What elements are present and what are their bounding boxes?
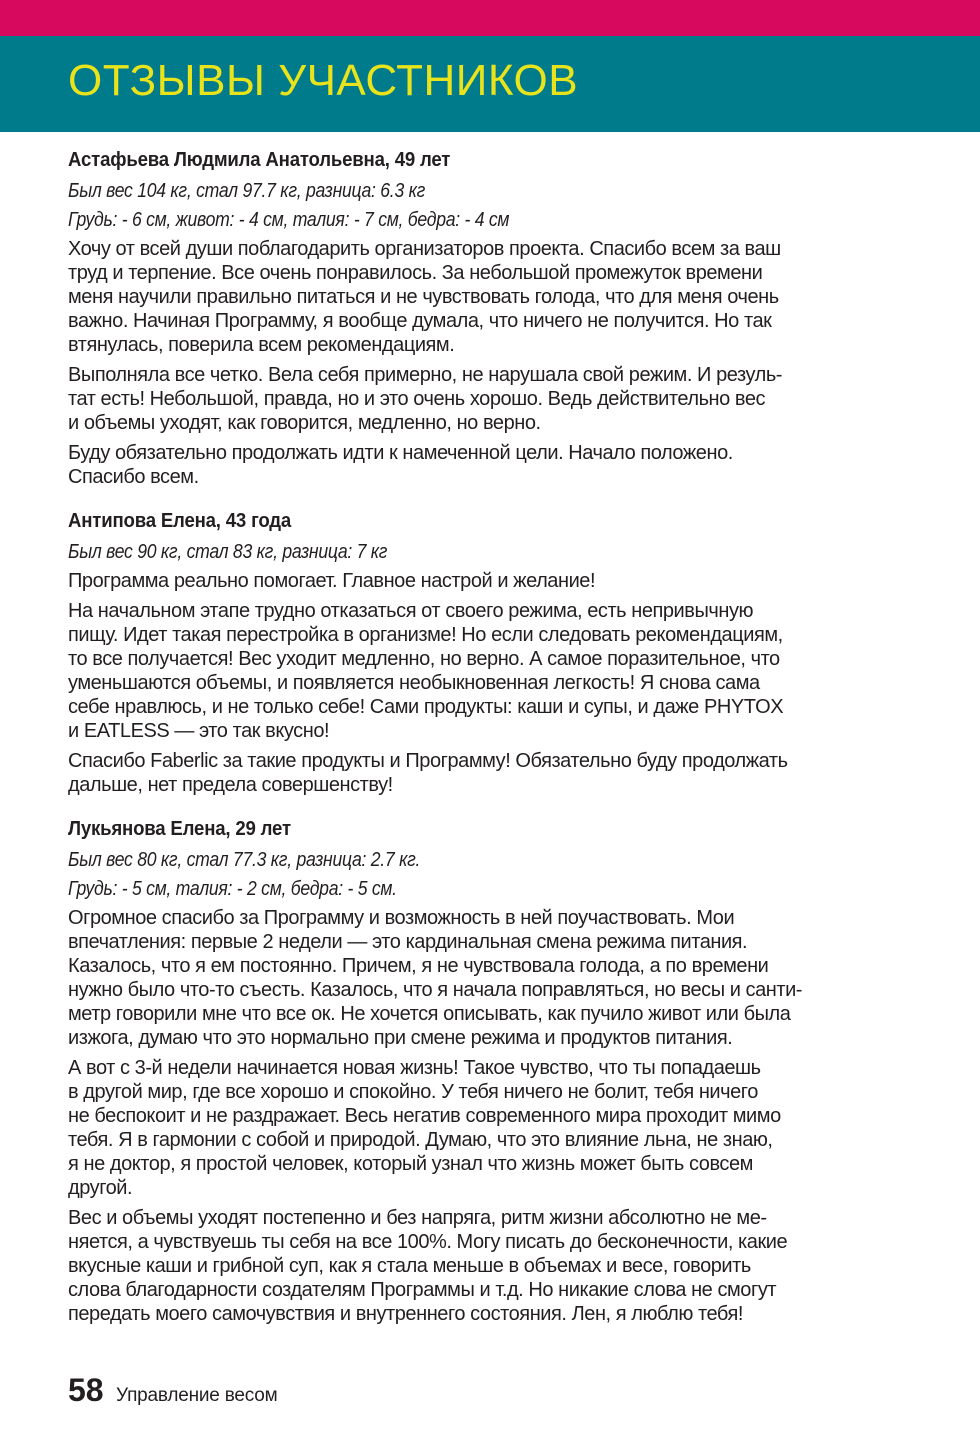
reviews-list	[68, 148, 920, 1346]
review-paragraph: Вес и объемы уходят постепенно и без напряга, ритм жизни абсолютно не ме- няется, а чувствуешь ты себя на все 100%. Могу писать до бесконечности, какие вкусные каши и грибной суп, как я стала меньше в объемах и весе, говорить слова благодарности создателям Программы и т.д. Но никакие слова не смогут передать моего самочувствия и внутреннего состояния. Лен, я люблю тебя!	[68, 1207, 788, 1325]
review-paragraph: На начальном этапе трудно отказаться от своего режима, есть непривычную пищу. Идет такая перестройка в организме! Но если следовать рекомендациям, то все получается! Вес уходит медленно, но верно. А самое поразительное, что уменьшаются объемы, и появляется необыкновенная легкость! Я снова сама себе нравлюсь, и не только себе! Сами продукты: каши и супы, и даже PHYTOX и EATLESS — это так вкусно!	[68, 600, 784, 742]
review-astafieva	[68, 148, 920, 489]
review-paragraph: Хочу от всей души поблагодарить организаторов проекта. Спасибо всем за ваш труд и терпение. Все очень понравилось. За небольшой промежуток времени меня научили правильно питаться и не чувствовать голода, что для меня очень важно. Начиная Программу, я вообще думала, что ничего не получится. Но так втянулась, поверила всем рекомендациям.	[68, 238, 781, 356]
review-antipova	[68, 509, 920, 797]
measurements-result: Грудь: - 6 см, живот: - 4 см, талия: - 7 см, бедра: - 4 см	[68, 209, 510, 231]
page-footer	[68, 1372, 278, 1409]
weight-result: Был вес 104 кг, стал 97.7 кг, разница: 6.3 кг	[68, 180, 426, 202]
review-paragraph: Огромное спасибо за Программу и возможность в ней поучаствовать. Мои впечатления: первые 2 недели — это кардинальная смена режима питания. Казалось, что я ем постоянно. Причем, я не чувствовала голода, а по времени нужно было что-то съесть. Казалось, что я начала поправляться, но весы и санти- метр говорили мне что все ок. Не хочется описывать, как пучило живот или была изжога, думаю что это нормально при смене режима и продуктов питания.	[68, 907, 803, 1049]
weight-result: Был вес 80 кг, стал 77.3 кг, разница: 2.7 кг.	[68, 849, 421, 871]
review-paragraph: Спасибо Faberlic за такие продукты и Программу! Обязательно буду продолжать дальше, нет предела совершенству!	[68, 750, 788, 796]
review-paragraph: Буду обязательно продолжать идти к намеченной цели. Начало положено. Спасибо всем.	[68, 442, 733, 488]
measurements-result: Грудь: - 5 см, талия: - 2 см, бедра: - 5 см.	[68, 878, 397, 900]
review-lukyanova	[68, 817, 920, 1326]
section-name: Управление весом	[116, 1385, 278, 1406]
review-paragraph: Программа реально помогает. Главное настрой и желание!	[68, 570, 596, 592]
top-accent-bar	[0, 0, 980, 36]
review-paragraph: А вот с 3-й недели начинается новая жизнь! Такое чувство, что ты попадаешь в другой мир, где все хорошо и спокойно. У тебя ничего не болит, тебя ничего не беспокоит и не раздражает. Весь негатив современного мира проходит мимо тебя. Я в гармонии с собой и природой. Думаю, что это влияние льна, не знаю, я не доктор, я простой человек, который узнал что жизнь может быть совсем другой.	[68, 1057, 781, 1199]
reviewer-name: Лукьянова Елена, 29 лет	[68, 818, 291, 840]
weight-result: Был вес 90 кг, стал 83 кг, разница: 7 кг	[68, 541, 388, 563]
page-title: ОТЗЫВЫ УЧАСТНИКОВ	[68, 56, 579, 105]
reviewer-name: Антипова Елена, 43 года	[68, 510, 292, 532]
page-number: 58	[68, 1372, 104, 1408]
reviewer-name: Астафьева Людмила Анатольевна, 49 лет	[68, 149, 451, 171]
review-paragraph: Выполняла все четко. Вела себя примерно, не нарушала свой режим. И резуль- тат есть! Небольшой, правда, но и это очень хорошо. Ведь действительно вес и объемы уходят, как говорится, медленно, но верно.	[68, 364, 782, 434]
